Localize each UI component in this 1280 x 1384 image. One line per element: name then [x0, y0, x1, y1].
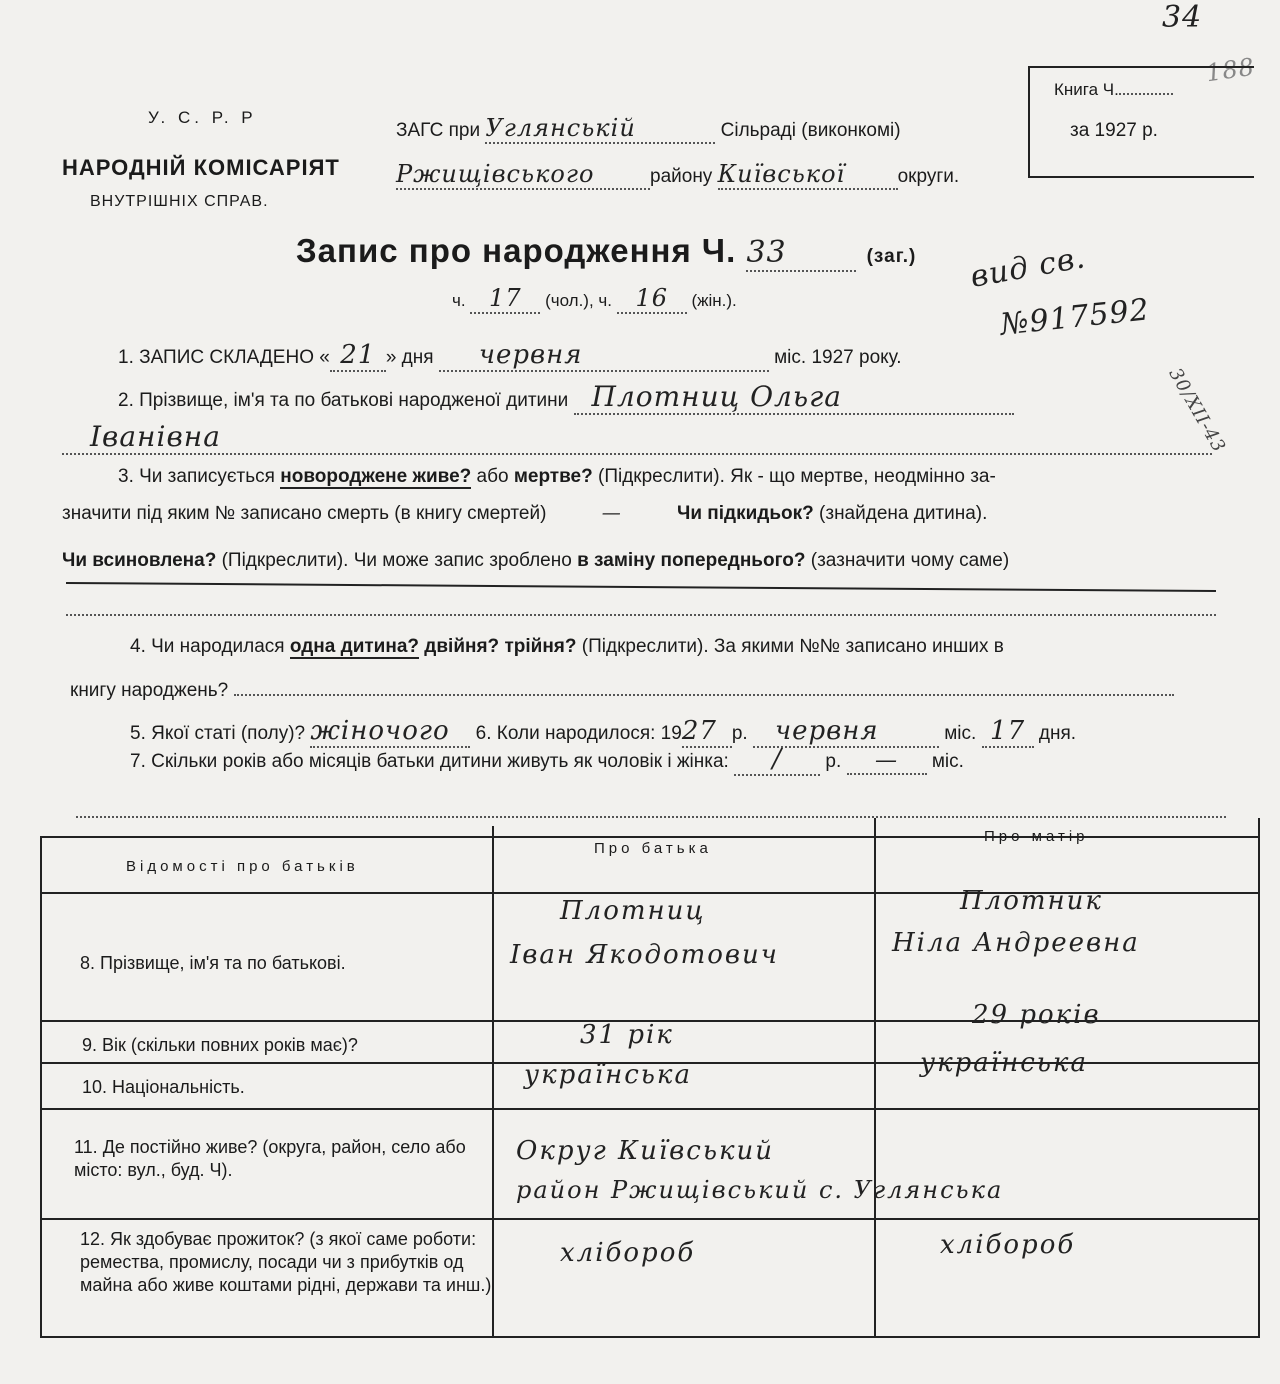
row-10-label: 10. Національність. [82, 1077, 245, 1097]
female-label: (жін.). [691, 291, 737, 310]
zags-village: Углянській [485, 114, 715, 144]
f7-months: — [847, 748, 927, 775]
f6-month: червня [753, 716, 939, 748]
f4-twins-option: двійня? [419, 636, 500, 657]
zags-line [396, 114, 901, 144]
f2-patronymic: Іванівна [62, 420, 1212, 455]
row-12-father: хлібороб [560, 1238, 696, 1268]
f2-child-name: Плотниц Ольга [574, 380, 1014, 415]
row-8-label: 8. Прізвище, ім'я та по батькові. [80, 953, 346, 973]
field-2 [118, 380, 1014, 415]
field-4-line-a: 4. Чи народилася одна дитина? двійня? трійня? (Підкреслити). За якими №№ записано инших в [130, 636, 1004, 657]
female-count: 16 [617, 284, 687, 314]
book-year: за 1927 р. [1070, 120, 1158, 141]
field-7: 7. Скільки років або місяців батьки дитини живуть як чоловік і жінка: / р. — міс. [130, 744, 964, 774]
gender-count-line [452, 284, 737, 314]
field-3-line-a: 3. Чи записується новороджене живе? або мертве? (Підкреслити). Як - що мертве, неодмінно за- [118, 466, 996, 487]
parents-table [40, 810, 1260, 1338]
row-11-label: 11. Де постійно живе? (округа, район, село або місто: вул., буд. Ч). [74, 1137, 466, 1180]
f2-label: 2. Прізвище, ім'я та по батькові народженої дитини [118, 390, 569, 411]
district-value: Ржищівського [396, 160, 650, 190]
f1-label: 1. ЗАПИС СКЛАДЕНО « [118, 347, 330, 368]
f6-year: 27 [682, 716, 732, 748]
district-line [396, 160, 959, 190]
row-9-label: 9. Вік (скільки повних років має)? [82, 1035, 358, 1055]
zags-prefix: ЗАГС при [396, 120, 481, 141]
f3-death-number: — [601, 502, 622, 524]
title-zag: (заг.) [866, 246, 917, 267]
certificate-note-line1: вид св. [967, 240, 1089, 295]
row-8-mother-line2: Ніла Андреевна [892, 928, 1140, 958]
f3-dead-option: мертве? [513, 466, 593, 487]
f4-triplets-option: трійня? [499, 636, 577, 657]
f3-replacement-option: в заміну попереднього? [577, 550, 806, 571]
field-4-line-b: книгу народжень? [70, 680, 1174, 702]
selrada-label: Сільраді (виконкомі) [720, 120, 901, 141]
row-12-label: 12. Як здобуває прожиток? (з якої саме роботи: ремества, промислу, посади чи з прибутків од майна або живе коштами рідні, держави та инш.) [80, 1229, 492, 1295]
row-12-mother: хлібороб [940, 1230, 1076, 1260]
f1-day-suffix: » дня [385, 347, 434, 368]
ussr-label: У. С. Р. Р [148, 108, 257, 127]
okruha-value: Київської [718, 160, 898, 190]
row-11-father-line2: район Ржищівський с. Углянська [516, 1176, 1004, 1204]
book-label-line [1054, 80, 1173, 100]
header-father: Про батька [594, 840, 712, 857]
okruha-label: округи. [897, 166, 960, 187]
title-text: Запис про народження Ч. [296, 232, 737, 269]
row-10-father: українська [524, 1060, 692, 1090]
row-9-mother: 29 років [972, 1000, 1101, 1030]
row-10-mother: українська [920, 1048, 1088, 1078]
row-8-father-line2: Іван Якодотович [510, 940, 779, 970]
f6-day: 17 [982, 716, 1034, 748]
f3-foundling-option: Чи підкидьок? [676, 503, 814, 524]
f1-day: 21 [330, 340, 386, 372]
ch-label: ч. [452, 291, 466, 310]
f7-years: / [734, 744, 820, 776]
f4-single-option: одна дитина? [289, 636, 420, 657]
commissariat-label: НАРОДНІЙ КОМІСАРІЯТ [62, 155, 340, 180]
district-label: району [650, 166, 713, 187]
male-label: (чол.), ч. [545, 291, 612, 310]
row-8-mother-line1: Плотник [960, 886, 1103, 916]
book-box [1028, 66, 1254, 178]
f3-adopted-option: Чи всиновлена? [62, 550, 217, 571]
page-number: 34 [1162, 0, 1203, 35]
f1-year: міс. 1927 року. [774, 347, 902, 368]
field-5-6: 5. Якої статі (полу)? жіночого 6. Коли народилося: 1927 р. червня міс. 17 дня. [130, 716, 1077, 746]
page-title [296, 232, 916, 272]
certificate-note-line2: №917592 [998, 292, 1152, 343]
record-number: 33 [746, 235, 856, 272]
f1-month: червня [439, 340, 769, 372]
f5-sex: жіночого [310, 716, 470, 748]
field-3-line-c: Чи всиновлена? (Підкреслити). Чи може запис зроблено в заміну попереднього? (зазначити чому саме) [62, 550, 1010, 571]
row-8-father-line1: Плотниц [560, 896, 706, 926]
field-3-line-b: значити під яким № записано смерть (в книгу смертей) — Чи підкидьок? (знайдена дитина). [62, 502, 988, 524]
row-11-father-line1: Округ Київський [516, 1136, 775, 1166]
header-parents-info: Відомості про батьків [126, 858, 359, 875]
book-label: Книга Ч. [1054, 80, 1119, 99]
row-9-father: 31 рік [580, 1020, 674, 1050]
f3-crossed-line [66, 582, 1216, 592]
f3-alive-option: новороджене живе? [280, 466, 472, 487]
header-mother: Про матір [984, 828, 1089, 845]
f2-note: 30/XII-43 [1164, 364, 1230, 457]
internal-affairs-label: ВНУТРІШНІХ СПРАВ. [90, 193, 269, 210]
f3-empty-line [66, 614, 1216, 616]
margin-note: 188 [1204, 52, 1257, 88]
male-count: 17 [470, 284, 540, 314]
field-1 [118, 340, 902, 372]
